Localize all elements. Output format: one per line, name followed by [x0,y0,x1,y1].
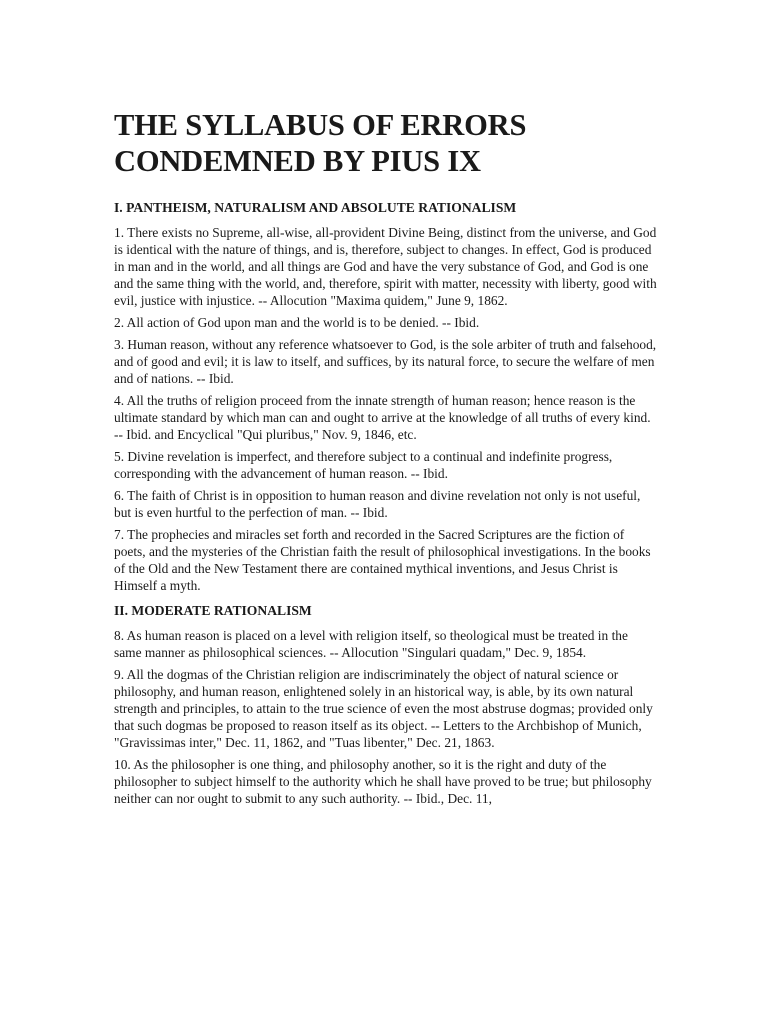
paragraph-1: 1. There exists no Supreme, all-wise, all-provident Divine Being, distinct from the universe, and God is identical with the nature of things, and is, therefore, subject to changes. In effect, God is produced in man and in the world, and all things are God and have the very substance of God, and God is one and the same thing with the world, and, therefore, spirit with matter, necessity with liberty, good with evil, justice with injustice. -- Allocution "Maxima quidem," June 9, 1862. [114,225,657,308]
paragraph-4: 4. All the truths of religion proceed from the innate strength of human reason; hence reason is the ultimate standard by which man can and ought to arrive at the knowledge of all truths of every kind. -- Ibid. and Encyclical "Qui pluribus," Nov. 9, 1846, etc. [114,393,651,442]
document-title [114,107,658,179]
paragraph-8: 8. As human reason is placed on a level with religion itself, so theological must be treated in the same manner as philosophical sciences. -- Allocution "Singulari quadam," Dec. 9, 1854. [114,628,628,660]
paragraph-2: 2. All action of God upon man and the world is to be denied. -- Ibid. [114,315,480,330]
section-heading-1: I. PANTHEISM, NATURALISM AND ABSOLUTE RATIONALISM [114,200,517,215]
paragraph-3: 3. Human reason, without any reference whatsoever to God, is the sole arbiter of truth and falsehood, and of good and evil; it is law to itself, and suffices, by its natural force, to secure the welfare of men and of nations. -- Ibid. [114,337,657,386]
paragraph-7: 7. The prophecies and miracles set forth and recorded in the Sacred Scriptures are the fiction of poets, and the mysteries of the Christian faith the result of philosophical investigations. In the books of the Old and the New Testament there are contained mythical inventions, and Jesus Christ is Himself a myth. [114,527,651,593]
title-line-1: THE SYLLABUS OF ERRORS [114,108,527,142]
paragraph-5: 5. Divine revelation is imperfect, and therefore subject to a continual and indefinite progress, corresponding with the advancement of human reason. -- Ibid. [114,449,613,481]
section-heading-2: II. MODERATE RATIONALISM [114,603,312,618]
paragraph-6: 6. The faith of Christ is in opposition to human reason and divine revelation not only is not useful, but is even hurtful to the perfection of man. -- Ibid. [114,488,641,520]
title-line-2: CONDEMNED BY PIUS IX [114,144,481,178]
paragraph-9: 9. All the dogmas of the Christian religion are indiscriminately the object of natural science or philosophy, and human reason, enlightened solely in an historical way, is able, by its own natural strength and principles, to attain to the true science of even the most abstruse dogmas; provided only that such dogmas be proposed to reason itself as its object. -- Letters to the Archbishop of Munich, "Gravissimas inter," Dec. 11, 1862, and "Tuas libenter," Dec. 21, 1863. [114,667,653,750]
paragraph-10: 10. As the philosopher is one thing, and philosophy another, so it is the right and duty of the philosopher to subject himself to the authority which he shall have proved to be true; but philosophy neither can nor ought to submit to any such authority. -- Ibid., Dec. 11, [114,757,652,806]
